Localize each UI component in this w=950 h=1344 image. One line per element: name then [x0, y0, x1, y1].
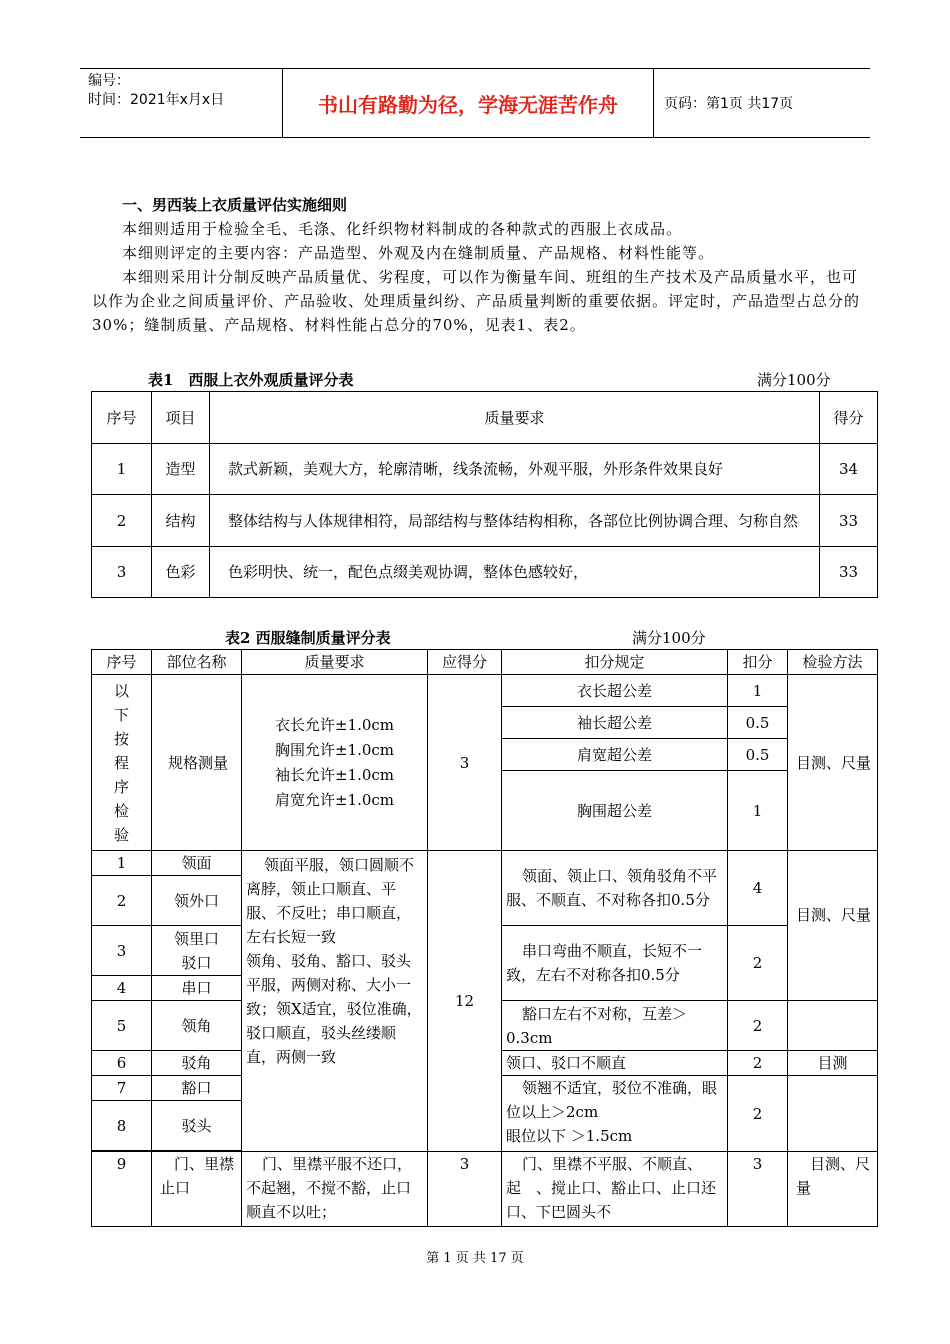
- ded-cell: 3: [728, 1152, 788, 1227]
- method-cell: 目测、尺量: [788, 675, 878, 851]
- row-score: 33: [820, 547, 878, 598]
- table2-sewing-score: [91, 649, 878, 1227]
- table-row: [92, 444, 878, 495]
- method-cell-empty: [788, 1076, 878, 1152]
- row-part: 豁口: [152, 1076, 242, 1101]
- row-no: 1: [92, 444, 152, 495]
- ded-cell: 4: [728, 851, 788, 926]
- header-cell: 扣分规定: [502, 650, 728, 675]
- rule-cell: 领口、驳口不顺直: [502, 1051, 728, 1076]
- code-label: 编号：: [88, 73, 130, 89]
- row-no: 3: [92, 547, 152, 598]
- header-cell: 得分: [820, 392, 878, 444]
- header-cell: 部位名称: [152, 650, 242, 675]
- header-cell: 应得分: [428, 650, 502, 675]
- req-cell: 衣长允许±1.0cm 胸围允许±1.0cm 袖长允许±1.0cm 肩宽允许±1.0cm: [242, 675, 428, 851]
- ded-cell: 2: [728, 1076, 788, 1152]
- row-part: 门、里襟止口: [152, 1152, 242, 1227]
- rule-cell: 袖长超公差: [502, 707, 728, 739]
- row-part: 串口: [152, 976, 242, 1001]
- document-header: [80, 68, 870, 138]
- method-cell-empty: [788, 1001, 878, 1051]
- paragraph-method: 本细则采用计分制反映产品质量优、劣程度，可以作为衡量车间、班组的生产技术及产品质量水平，也可以作为企业之间质量评价、产品验收、处理质量纠纷、产品质量判断的重要依据。评定时，产品造型占总分的30%；缝制质量、产品规格、材料性能占总分的70%，见表1、表2。: [92, 268, 861, 334]
- rule-cell: 门、里襟不平服、不顺直、起 、搅止口、豁止口、止口还口、下巴圆头不: [502, 1152, 728, 1227]
- row-req: 色彩明快、统一，配色点缀美观协调，整体色感较好，: [210, 547, 820, 598]
- method-cell: 目测: [788, 1051, 878, 1076]
- score-cell: 12: [428, 851, 502, 1152]
- row-req: 款式新颖，美观大方，轮廓清晰，线条流畅，外观平服，外形条件效果良好: [210, 444, 820, 495]
- table2-full-score: 满分100分: [632, 629, 706, 647]
- row-no: 4: [92, 976, 152, 1001]
- row-score: 34: [820, 444, 878, 495]
- row-part: 领外口: [152, 876, 242, 926]
- ded-cell: 0.5: [728, 739, 788, 771]
- seq-cell: 以下按程序检验: [92, 675, 152, 851]
- table-row: [92, 547, 878, 598]
- table1-caption: 表1 西服上衣外观质量评分表: [148, 371, 354, 389]
- ded-cell: 1: [728, 771, 788, 851]
- row-part: 领里口驳口: [152, 926, 242, 976]
- rule-cell: 领翘不适宜，驳位不准确，眼位以上＞2cm 眼位以下 ＞1.5cm: [502, 1076, 728, 1152]
- table-row: [92, 675, 878, 707]
- row-no: 1: [92, 851, 152, 876]
- row-part: 领角: [152, 1001, 242, 1051]
- req-cell: 领面平服，领口圆顺不离脖，领止口顺直、平服、不反吐；串口顺直，左右长短一致 领角、驳角、豁口、驳头平服，两侧对称、大小一致；领X适宜，驳位准确，驳口顺直，驳头丝缕顺直，两侧一致: [242, 851, 428, 1152]
- ded-cell: 2: [728, 1051, 788, 1076]
- method-cell: 目测、尺量: [788, 1152, 878, 1227]
- row-no: 8: [92, 1101, 152, 1151]
- rule-cell: 肩宽超公差: [502, 739, 728, 771]
- header-cell: 项目: [152, 392, 210, 444]
- table-row: [92, 495, 878, 547]
- row-item: 造型: [152, 444, 210, 495]
- score-cell: 3: [428, 675, 502, 851]
- header-cell: 扣分: [728, 650, 788, 675]
- row-item: 色彩: [152, 547, 210, 598]
- table-header-row: [92, 650, 878, 675]
- row-no: 9: [92, 1152, 152, 1227]
- header-meta: [80, 69, 282, 137]
- header-motto: 书山有路勤为径，学海无涯苦作舟: [282, 69, 654, 137]
- rule-cell: 衣长超公差: [502, 675, 728, 707]
- row-part: 驳头: [152, 1101, 242, 1151]
- row-item: 结构: [152, 495, 210, 547]
- ded-cell: 2: [728, 926, 788, 1001]
- req-cell: 门、里襟平服不还口，不起翘，不搅不豁，止口顺直不以吐；: [242, 1152, 428, 1227]
- part-cell: 规格测量: [152, 675, 242, 851]
- table-row: [92, 1152, 878, 1227]
- header-page-label: 页码：第1页 共17页: [664, 96, 794, 112]
- table2-caption: 表2 西服缝制质量评分表: [225, 629, 391, 647]
- table-row: [92, 851, 878, 876]
- ded-cell: 1: [728, 675, 788, 707]
- row-no: 2: [92, 495, 152, 547]
- paragraph-content: 本细则评定的主要内容：产品造型、外观及内在缝制质量、产品规格、材料性能等。: [122, 244, 715, 262]
- ded-cell: 0.5: [728, 707, 788, 739]
- row-score: 33: [820, 495, 878, 547]
- row-no: 6: [92, 1051, 152, 1076]
- ded-cell: 2: [728, 1001, 788, 1051]
- rule-cell: 胸围超公差: [502, 771, 728, 851]
- page-footer: 第 1 页 共 17 页: [426, 1251, 524, 1266]
- table-header-row: [92, 392, 878, 444]
- row-part: 领面: [152, 851, 242, 876]
- row-no: 3: [92, 926, 152, 976]
- rule-cell: 领面、领止口、领角驳角不平服、不顺直、不对称各扣0.5分: [502, 851, 728, 926]
- header-cell: 序号: [92, 650, 152, 675]
- row-part: 驳角: [152, 1051, 242, 1076]
- table1-appearance-score: [91, 391, 878, 598]
- method-cell: 目测、尺量: [788, 851, 878, 1001]
- header-cell: 序号: [92, 392, 152, 444]
- header-cell: 检验方法: [788, 650, 878, 675]
- rule-cell: 串口弯曲不顺直，长短不一致，左右不对称各扣0.5分: [502, 926, 728, 1001]
- paragraph-scope: 本细则适用于检验全毛、毛涤、化纤织物材料制成的各种款式的西服上衣成品。: [122, 220, 683, 238]
- row-no: 7: [92, 1076, 152, 1101]
- header-cell: 质量要求: [210, 392, 820, 444]
- rule-cell: 豁口左右不对称，互差＞0.3cm: [502, 1001, 728, 1051]
- score-cell: 3: [428, 1152, 502, 1227]
- row-no: 5: [92, 1001, 152, 1051]
- date-label: 时间：2021年x月x日: [88, 92, 225, 108]
- section-title: 一、男西装上衣质量评估实施细则: [122, 196, 348, 214]
- row-req: 整体结构与人体规律相符，局部结构与整体结构相称，各部位比例协调合理、匀称自然: [210, 495, 820, 547]
- row-no: 2: [92, 876, 152, 926]
- table1-full-score: 满分100分: [757, 371, 831, 389]
- header-cell: 质量要求: [242, 650, 428, 675]
